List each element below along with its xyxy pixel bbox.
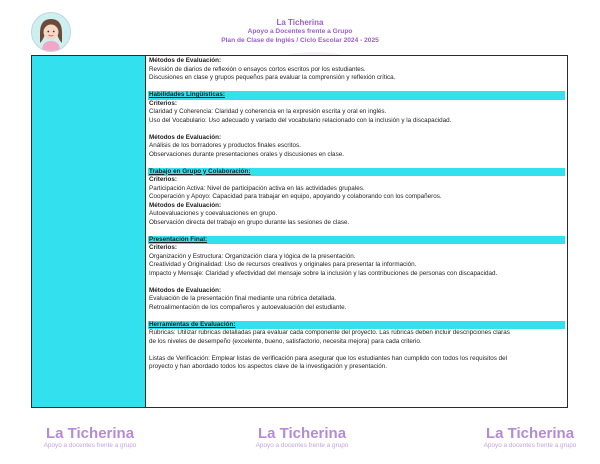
section-title-final: Presentación Final: — [148, 236, 565, 245]
footer-brand-center — [232, 426, 372, 450]
plan-table — [31, 55, 568, 408]
text-line: Rúbricas: Utilizar rúbricas detalladas para evaluar cada componente del proyecto. Las rúbricas deben incluir descripciones claras — [149, 329, 510, 336]
brand-name: La Ticherina — [485, 425, 575, 442]
brand-tagline: Apoyo a docentes frente a grupo — [483, 442, 577, 449]
brand-tagline: Apoyo a docentes frente a grupo — [43, 442, 137, 449]
header-title: La Ticherina — [276, 18, 324, 27]
section-title-tools: Herramientas de Evaluación: — [148, 321, 565, 330]
criteria-heading: Criterios: — [149, 99, 177, 107]
text-line: Claridad y Coherencia: Claridad y coherencia en la expresión escrita y oral en inglés. — [149, 108, 387, 115]
eval-heading: Métodos de Evaluación: — [149, 201, 222, 209]
table-content-cell — [149, 57, 565, 406]
text-line: Retroalimentación de los compañeros y autoevaluación del estudiante. — [149, 303, 347, 311]
header-subtitle: Apoyo a Docentes frente a Grupo — [247, 28, 353, 35]
text-line: Evaluación de la presentación final mediante una rúbrica detallada. — [149, 295, 337, 302]
brand-name: La Ticherina — [257, 425, 347, 442]
text-line: proyecto y han abordado todos los aspectos clave de la investigación y presentación. — [149, 363, 388, 370]
table-left-column — [32, 56, 146, 407]
text-line: Observaciones durante presentaciones orales y discusiones en clase. — [149, 150, 344, 158]
eval-heading: Métodos de Evaluación: — [149, 57, 222, 64]
header-plan: Plan de Clase de Inglés / Ciclo Escolar 2024 - 2025 — [221, 37, 379, 44]
eval-heading: Métodos de Evaluación: — [149, 133, 222, 141]
section-title-group: Trabajo en Grupo y Colaboración: — [148, 168, 565, 177]
text-line: Uso del Vocabulario: Uso adecuado y variado del vocabulario relacionado con la inclusión y la discapacidad. — [149, 116, 452, 124]
eval-heading: Métodos de Evaluación: — [149, 286, 222, 294]
text-line: Cooperación y Apoyo: Capacidad para trabajar en equipo, apoyando y colaborando con los compañeros. — [149, 193, 442, 200]
text-line: Observación directa del trabajo en grupo durante las sesiones de clase. — [149, 218, 350, 226]
text-line: Impacto y Mensaje: Claridad y efectividad del mensaje sobre la inclusión y las contribuciones de personas con discapacidad. — [149, 269, 498, 277]
text-line: Autoevaluaciones y coevaluaciones en grupo. — [149, 210, 278, 217]
footer-brand-right — [460, 426, 600, 450]
text-line: Creatividad y Originalidad: Uso de recursos creativos y originales para presentar la información. — [149, 261, 417, 268]
text-line: Análisis de los borradores y productos finales escritos. — [149, 142, 301, 149]
text-line: de los niveles de desempeño (excelente, bueno, satisfactorio, necesita mejora) para cada criterio. — [149, 337, 422, 345]
text-line: Participación Activa: Nivel de participación activa en las actividades grupales. — [149, 184, 365, 192]
text-line: Organización y Estructura: Organización clara y lógica de la presentación. — [149, 252, 356, 260]
section-title-linguistic: Habilidades Lingüísticas: — [148, 91, 565, 100]
criteria-heading: Criterios: — [149, 176, 177, 183]
brand-name: La Ticherina — [45, 425, 135, 442]
text-line: Discusiones en clase y grupos pequeños para evaluar la comprensión y reflexión crítica. — [149, 74, 396, 81]
criteria-heading: Criterios: — [149, 244, 177, 251]
brand-tagline: Apoyo a docentes frente a grupo — [255, 442, 349, 449]
text-line: Revisión de diarios de reflexión o ensayos cortos escritos por los estudiantes. — [149, 65, 366, 73]
text-line: Listas de Verificación: Emplear listas de verificación para asegurar que los estudiantes han cumplido con todos los requisitos del — [149, 354, 508, 362]
footer-brand-left — [20, 426, 160, 450]
